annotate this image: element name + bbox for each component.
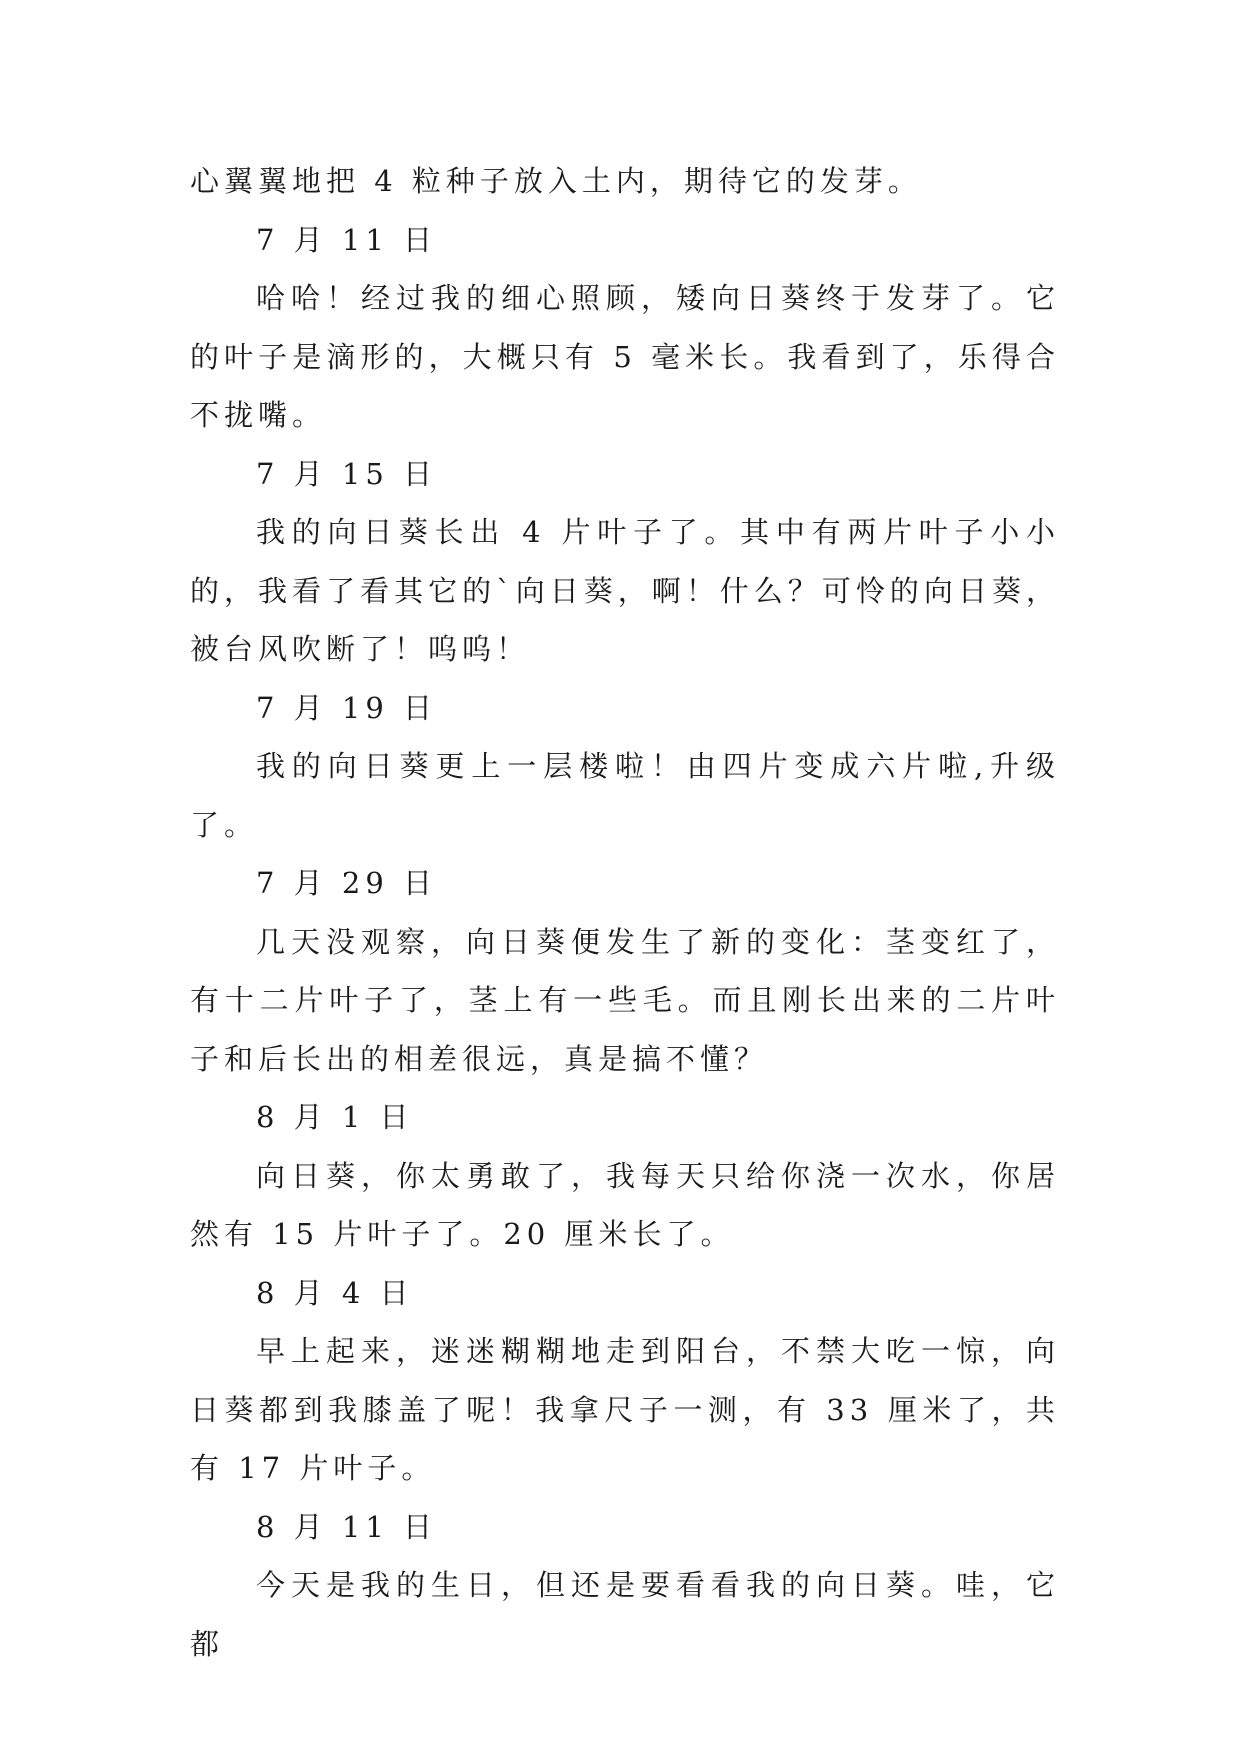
body-paragraph: 我的向日葵长出 4 片叶子了。其中有两片叶子小小的，我看了看其它的`向日葵，啊！什么？可怜的向日葵，被台风吹断了！呜呜！ [190,515,1060,666]
entry-date: 8 月 11 日 [256,1509,438,1544]
entry-date: 7 月 15 日 [256,456,438,491]
body-paragraph: 我的向日葵更上一层楼啦！由四片变成六片啦,升级了。 [190,749,1060,842]
entry-date: 7 月 29 日 [256,866,438,900]
entry-date: 8 月 4 日 [256,1275,414,1310]
document-body [190,152,1060,1673]
body-paragraph: 早上起来，迷迷糊糊地走到阳台，不禁大吃一惊，向日葵都到我膝盖了呢！我拿尺子一测，有 33 厘米了，共有 17 片叶子。 [190,1334,1060,1485]
body-paragraph: 向日葵，你太勇敢了，我每天只给你浇一次水，你居然有 15 片叶子了。20 厘米长了。 [190,1158,1060,1251]
body-paragraph: 今天是我的生日，但还是要看看我的向日葵。哇，它都 [190,1568,1060,1661]
body-paragraph: 几天没观察，向日葵便发生了新的变化：茎变红了，有十二片叶子了，茎上有一些毛。而且刚长出来的二片叶子和后长出的相差很远，真是搞不懂？ [190,924,1060,1076]
entry-date: 7 月 11 日 [256,222,438,257]
body-paragraph: 心翼翼地把 4 粒种子放入土内，期待它的发芽。 [190,164,922,198]
entry-date: 7 月 19 日 [256,690,438,725]
body-paragraph: 哈哈！经过我的细心照顾，矮向日葵终于发芽了。它的叶子是滴形的，大概只有 5 毫米长。我看到了，乐得合不拢嘴。 [190,281,1060,432]
entry-date: 8 月 1 日 [256,1100,414,1134]
